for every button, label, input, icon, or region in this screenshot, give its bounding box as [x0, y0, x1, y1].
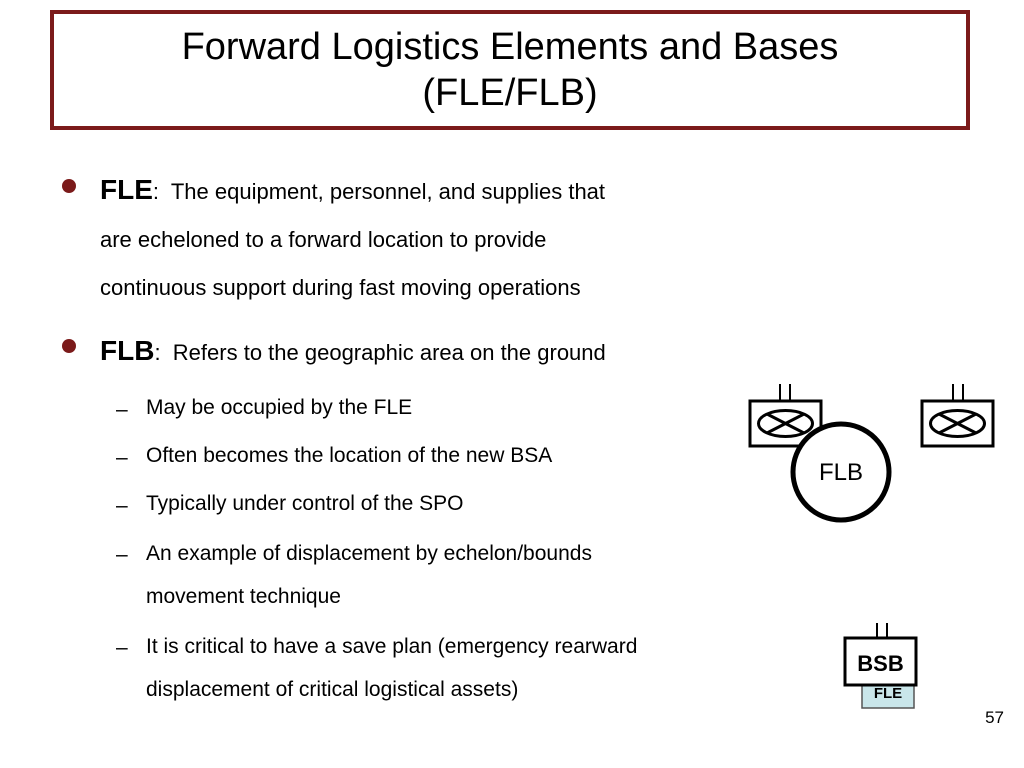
supply-unit-symbol-right-icon	[922, 384, 993, 446]
term-colon: :	[154, 340, 161, 365]
title-line-1: Forward Logistics Elements and Bases	[181, 26, 839, 68]
dash-marker: –	[116, 543, 128, 566]
page-number: 57	[985, 708, 1004, 727]
bullet-text: continuous support during fast moving operations	[100, 275, 581, 300]
dash-marker: –	[116, 636, 128, 659]
dash-marker: –	[116, 494, 128, 517]
sub-bullet-text: May be occupied by the FLE	[146, 396, 413, 419]
sub-bullet-text: movement technique	[146, 585, 341, 608]
term-flb: FLB	[100, 335, 155, 366]
sub-bullet-text: displacement of critical logistical assets)	[146, 678, 519, 701]
term-fle: FLE	[100, 174, 153, 205]
bullet-text: Refers to the geographic area on the ground	[172, 340, 606, 365]
bullet-text: The equipment, personnel, and supplies that	[170, 179, 606, 204]
fle-label: FLE	[873, 685, 903, 702]
sub-bullet-text: It is critical to have a save plan (emergency rearward	[146, 635, 638, 658]
term-colon: :	[152, 179, 160, 204]
bsb-unit-symbol-icon	[845, 623, 916, 708]
bsb-label: BSB	[857, 651, 904, 676]
flb-area-circle-icon	[793, 424, 889, 520]
dash-marker: –	[116, 446, 128, 469]
bullet-text: are echeloned to a forward location to provide	[100, 227, 547, 252]
title-line-2: (FLE/FLB)	[422, 72, 598, 114]
dash-marker: –	[116, 398, 128, 421]
sub-bullet-text: Often becomes the location of the new BSA	[146, 444, 553, 467]
sub-bullet-text: An example of displacement by echelon/bounds	[146, 542, 592, 565]
sub-bullet-text: Typically under control of the SPO	[146, 492, 464, 515]
flb-label: FLB	[818, 459, 864, 486]
